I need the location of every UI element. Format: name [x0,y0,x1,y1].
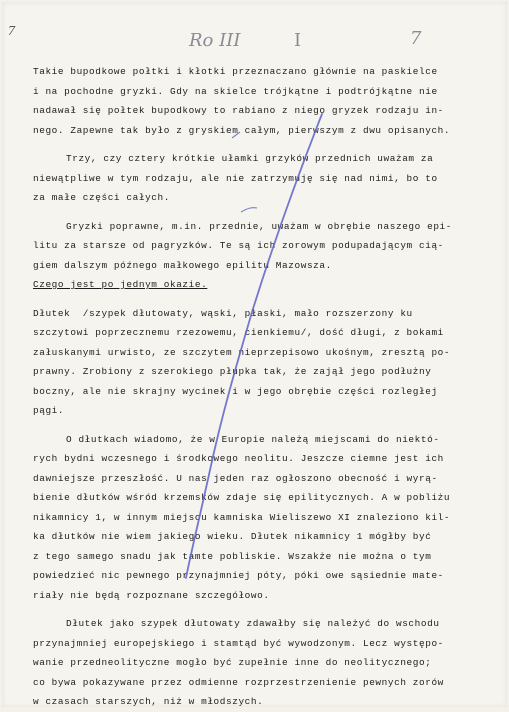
text-line: szczytowi poprzecznemu rzezowemu, cienkiemu/, dość długi, z bokami [33,327,444,338]
text-line: nego. Zapewne tak było z gryskiem całym, pierwszym z dwu opisanych. [33,124,451,136]
text-line: z tego samego snadu jak tamte pobliskie. Wszakże nie można o tym [33,550,432,562]
text-line: boczny, ale nie skrajny wycinek i w jego obrębie części rozległej [33,385,438,397]
text-line: Dłutek jako szypek dłutowaty zdawałby się należyć do wschodu [66,618,440,629]
text-line: rych bydni wczesnego i środkowego neolitu. Jeszcze ciemne jest ich [33,453,444,464]
pencil-annotations [2,30,507,54]
text-line: i na pochodne gryzki. Gdy na skielce trójkątne i podtrójkątne nie [33,85,438,97]
text-line: giem dalszym późnego małkowego epilitu Mazowsza. [33,259,332,271]
text-line: prawny. Zrobiony z szerokiego płupka tak, że zajął jego podłużny [33,366,432,377]
text-line: ka dłutków nie wiem jakiego wieku. Dłutek nikamnicy 1 mógłby być [33,531,432,542]
text-line: wanie przedneolityczne mogło być zupełnie inne do neolitycznego; [33,657,432,668]
text-line: przynajmniej europejskiego i stamtąd być wywodzonym. Lecz występo- [33,637,444,649]
typewritten-page [2,2,507,707]
text-line: dawniejsze przeszłość. U nas jeden raz ogłoszono obecność i wyrą- [33,472,438,484]
text-line: za małe części całych. [33,192,170,203]
text-line: załuskanymi urwisto, ze szczytem nieprzepisowo ukośnym, zresztą po- [33,346,451,358]
paragraph-gap [33,605,501,614]
text-line: co bywa pokazywane przez odmienne rozprzestrzenienie pewnych zorów [33,676,444,688]
text-line: Gryzki poprawne, m.in. przednie, uważam w obrębie naszego epi- [66,220,453,232]
document-body [33,62,501,712]
text-line: litu za starsze od pagryzków. Te są ich zorowym podupadającym cią- [33,240,444,251]
text-line: O dłutkach wiadomo, że w Europie należą miejscami do niektó- [66,433,440,445]
paragraph-gap [33,295,501,304]
text-line: riały nie będą rozpoznane szczegółowo. [33,589,270,601]
annotation-middle: I [294,30,302,51]
text-line: w czasach starszych, niż w młodszych. [33,696,264,707]
text-line: powiedzieć nic pewnego przynajmniej póty, póki owe sąsiednie mate- [33,570,444,581]
annotation-right: 7 [410,28,422,49]
edge-page-mark: 7 [8,24,15,39]
paragraph-gap [33,140,501,149]
annotation-left: Ro III [189,30,241,51]
text-line: nikamnicy 1, w innym miejscu kamniska Wieliszewo XI znaleziono kil- [33,511,451,523]
text-line: Takie bupodkowe połtki i kłotki przeznaczano głównie na paskielce [33,66,438,77]
paragraph-gap [33,208,501,217]
text-line: niewątpliwe w tym rodzaju, ale nie zatrzymuję się nad nimi, bo to [33,172,438,184]
text-line: Dłutek /szypek dłutowaty, wąski, płaski, mało rozszerzony ku [33,307,413,319]
paragraph-gap [33,421,501,430]
text-line: bienie dłutków wśród krzemsków zdaje się epilitycznych. A w pobliżu [33,492,451,503]
text-line: Trzy, czy cztery krótkie ułamki grzyków przednich uważam za [66,153,434,164]
text-line: pągi. [33,405,65,416]
underlined-heading: Czego jest po jednym okazie. [33,279,208,290]
text-line: nadawał się połtek bupodkowy to rabiano z niego gryzek rodzaju in- [33,105,444,116]
